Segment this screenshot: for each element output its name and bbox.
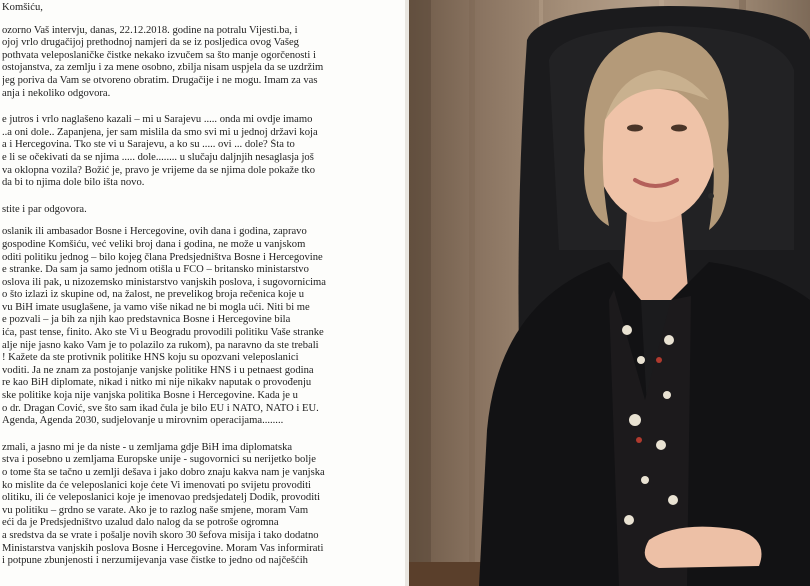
letter-line: Ministarstva vanjskih poslova Bosne i Hercegovine. Moram Vas informirati (2, 542, 324, 554)
letter-line: pothvata veleposlaničke čistke nekako izvučem sa što manje ogorčenosti i (2, 49, 316, 61)
letter-line: o što izlazi iz skupine od, na žalost, ne prevelikog broja rečenica koje u (2, 289, 305, 301)
letter-line: va oklopna vozila? Božić je, pravo je vrijeme da se njima dole pokaže tko (2, 164, 315, 176)
letter-line: ko mislite da će veleposlanici koje ćete Vi imenovati po svijetu provoditi (2, 479, 311, 491)
letter-line: oditi politiku jednog – bilo kojeg člana Predsjedništva Bosne i Hercegovine (2, 251, 323, 263)
letter-line: ..a oni dole.. Zapanjena, jer sam mislila da smo svi mi u jednoj državi koja (2, 126, 318, 138)
letter-paragraph (2, 114, 405, 190)
letter-line: oslanik ili ambasador Bosne i Hercegovine, ovih dana i godina, zapravo (2, 226, 307, 238)
letter-line: i potpune zbunjenosti i nerzumijevanja vase čistke to jedno od najčešćih (2, 555, 308, 567)
letter-line: e stranke. Da sam ja samo jednom otišla u FCO – britansko ministarstvo (2, 264, 309, 276)
letter-line: olitiku, ili će veleposlanici koje je imenovao predsjedatelj Dodik, provoditi (2, 492, 321, 504)
letter-line: da bi to njima dole bilo išta novo. (2, 177, 145, 189)
letter-line: vu BiH imate usuglašene, ja vamo više nikad ne bi mogla ući. Niti bi me (2, 301, 310, 313)
letter-line: ! Kažete da ste protivnik politike HNS koju su opozvani veleposlanici (2, 352, 299, 364)
letter-line: a sredstva da se vrate i pošalje novih skoro 30 šefova misija i tako dodatno (2, 529, 319, 541)
letter-line: re kao BiH diplomate, nikad i nitko mi nije nikakv naputak o provođenju (2, 377, 312, 389)
letter-body (2, 2, 405, 568)
letter-line: gospodine Komšiću, već veliki broj dana i godina, ne može u vanjskom (2, 238, 306, 250)
letter-line: jeg poriva da Vam se otvoreno obratim. Drugačije i ne mogu. Imam za vas (2, 74, 318, 86)
letter-line: ozorno Vaš intervju, danas, 22.12.2018. godine na potralu Vijesti.ba, i (2, 24, 298, 36)
portrait-photo (409, 0, 810, 586)
letter-paragraph (2, 442, 405, 568)
letter-line: Komšiću, (2, 2, 43, 13)
letter-line: o dr. Dragan Čović, sve što sam ikad čula je bilo EU i NATO, NATO i EU. (2, 402, 319, 414)
letter-line: ske politike koja nije vanjska politika Bosne i Hercegovine. Kada je u (2, 390, 298, 402)
portrait-illustration (409, 0, 810, 586)
letter-paragraph (2, 204, 405, 217)
letter-line: e jutros i vrlo naglašeno kazali – mi u Sarajevu ..... onda mi ovdje imamo (2, 114, 313, 126)
letter-line: vu politiku – grdno se varate. Ako je to razlog naše smjene, moram Vam (2, 504, 309, 516)
letter-line: ostojanstva, za zemlju i za mene osobno, zbilja nisam uspjela da se uzdržim (2, 62, 324, 74)
letter-line: zmali, a jasno mi je da niste - u zemljama gdje BiH ima diplomatska (2, 441, 293, 453)
letter-line: stite i par odgovora. (2, 203, 87, 215)
letter-line: ića, past tense, finito. Ako ste Vi u Beogradu provodili politiku Vaše stranke (2, 327, 324, 339)
letter-line: e li se očekivati da se njima ..... dole........ u slučaju daljnjih nesaglasja još (2, 151, 314, 163)
letter-line: alje nije jasno kako Vam je to polazilo za rukom), pa naravno da ste trebali (2, 339, 319, 351)
letter-paragraph (2, 226, 405, 428)
letter-line: oslova ili pak, u nizozemsko ministarstvo vanjskih poslova, i sugovornicima (2, 276, 326, 288)
letter-line: stva i posebno u zemljama Europske unije - sugovornici su nerijetko bolje (2, 454, 316, 466)
letter-paragraph (2, 25, 405, 101)
letter-line: o tome šta se tačno u zemlji dešava i jako dobro znaju kakva nam je vanjska (2, 467, 325, 478)
letter-line: e pozvali – ja bih za njih kao predstavnica Bosne i Hercegovine bila (2, 314, 291, 326)
letter-line: ojoj vrlo drugačijoj prethodnoj namjeri da se iz posljedica ovog Vašeg (2, 37, 299, 49)
letter-line: Agenda, Agenda 2030, sudjelovanje u mirovnim operacijama........ (2, 415, 284, 427)
letter-paragraph (2, 2, 405, 15)
letter-line: anja i nekoliko odgovora. (2, 87, 111, 99)
letter-line: eći da je Predsjedništvo uzalud dalo nalog da se potroše ogromna (2, 517, 279, 529)
letter-line: a i Hercegovina. Tko ste vi u Sarajevu, a ko su ..... ovi ... dole? Šta to (2, 139, 295, 151)
letter-line: voditi. Ja ne znam za postojanje vanjske politike HNS i u petnaest godina (2, 364, 314, 376)
